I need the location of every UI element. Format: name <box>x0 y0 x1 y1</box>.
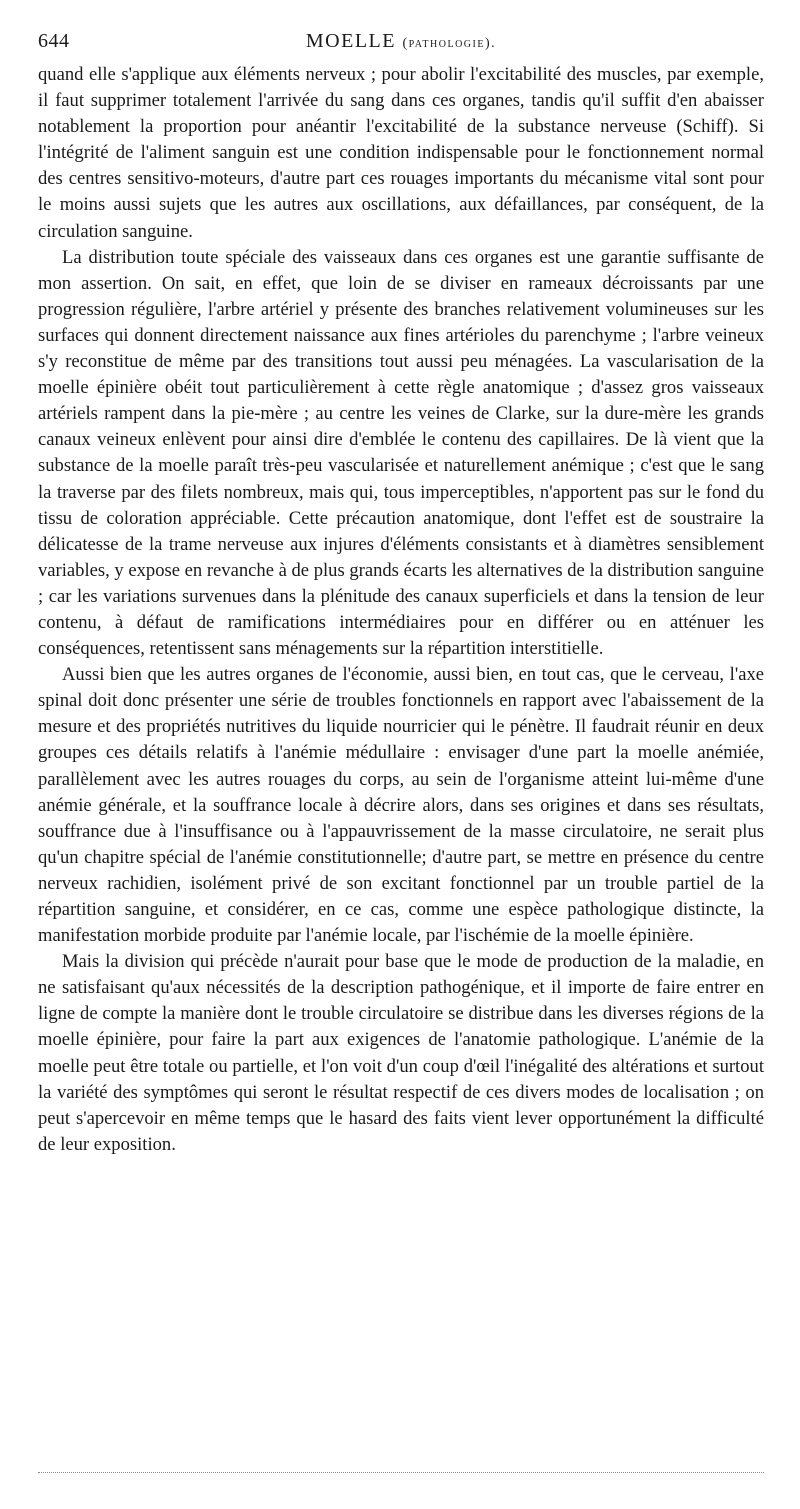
paragraph-3: Aussi bien que les autres organes de l'économie, aussi bien, en tout cas, que le cerveau, l'axe spinal doit donc présenter une série de troubles fonctionnels en rapport avec l'abaissement de la mesure et des propriétés nutritives du liquide nourricier qui le pénètre. Il faudrait réunir en deux groupes ces détails relatifs à l'anémie médullaire : envisager d'une part la moelle anémiée, parallèlement avec les autres rouages du corps, au sein de l'organisme atteint lui-même d'une anémie générale, et la souffrance locale à décrire alors, dans ses origines et dans ses résultats, souffrance due à l'insuffisance ou à l'appauvrissement de la masse circulatoire, ne serait plus qu'un chapitre spécial de l'anémie constitutionnelle; d'autre part, se mettre en présence du centre nerveux rachidien, isolément privé de son excitant fonctionnel par un trouble partiel de la répartition sanguine, et considérer, en ce cas, comme une espèce pathologique distincte, la manifestation morbide produite par l'anémie locale, par l'ischémie de la moelle épinière. <box>38 664 764 947</box>
running-header <box>38 26 764 62</box>
running-title-main: MOELLE <box>305 30 396 52</box>
footer-dotted-rule <box>38 1472 764 1473</box>
paragraph-1: quand elle s'applique aux éléments nerveux ; pour abolir l'excitabilité des muscles, par exemple, il faut supprimer totalement l'arrivée du sang dans ces organes, tandis qu'il suffit d'en abaisser notablement la proportion pour anéantir l'excitabilité de la substance nerveuse (Schiff). Si l'intégrité de l'aliment sanguin est une condition indispensable pour le fonctionnement normal des centres sensitivo-moteurs, d'autre part ces rouages importants du mécanisme vital sont pour le moins aussi sujets que les autres aux oscillations, aux défaillances, par conséquent, de la circulation sanguine. <box>38 64 764 242</box>
page-number: 644 <box>38 30 70 52</box>
book-page <box>38 26 764 1158</box>
running-title-subtitle: (pathologie). <box>402 36 497 51</box>
paragraph-4: Mais la division qui précède n'aurait pour base que le mode de production de la maladie, en ne satisfaisant qu'aux nécessités de la description pathogénique, et il importe de faire entrer en ligne de compte la manière dont le trouble circulatoire se distribue dans les diverses régions de la moelle épinière, pour faire la part aux exigences de l'anatomie pathologique. L'anémie de la moelle peut être totale ou partielle, et l'on voit d'un coup d'œil l'inégalité des altérations et surtout la variété des symptômes qui seront le résultat respectif de ces divers modes de localisation ; on peut s'apercevoir en même temps que le hasard des faits vient lever opportunément la difficulté de leur exposition. <box>38 951 764 1155</box>
running-title <box>38 30 764 53</box>
paragraph-2: La distribution toute spéciale des vaisseaux dans ces organes est une garantie suffisante de mon assertion. On sait, en effet, que loin de se diviser en rameaux décroissants par une progression régulière, l'arbre artériel y présente des branches relativement volumineuses sur les surfaces qui donnent directement naissance aux fines artérioles du parenchyme ; l'arbre veineux s'y reconstitue de même par des transitions tout aussi peu ménagées. La vascularisation de la moelle épinière obéit tout particulièrement à cette règle anatomique ; d'assez gros vaisseaux artériels rampent dans la pie-mère ; au centre les veines de Clarke, sur la dure-mère les grands canaux veineux enlèvent pour ainsi dire d'emblée le contenu des capillaires. De là vient que la substance de la moelle paraît très-peu vascularisée et naturellement anémique ; c'est que le sang la traverse par des filets nombreux, mais qui, tous imperceptibles, n'apportent pas sur le fond du tissu de coloration appréciable. Cette précaution anatomique, dont l'effet est de soustraire la délicatesse de la trame nerveuse aux injures d'éléments consistants et à diamètres sensiblement variables, y expose en revanche à de plus grands écarts les alternatives de la distribution sanguine ; car les variations survenues dans la plénitude des canaux superficiels et dans la tension de leur contenu, à défaut de ramifications intermédiaires pour en différer ou en atténuer les conséquences, retentissent sans ménagements sur la répartition interstitielle. <box>38 246 764 660</box>
body-text <box>38 62 764 1158</box>
